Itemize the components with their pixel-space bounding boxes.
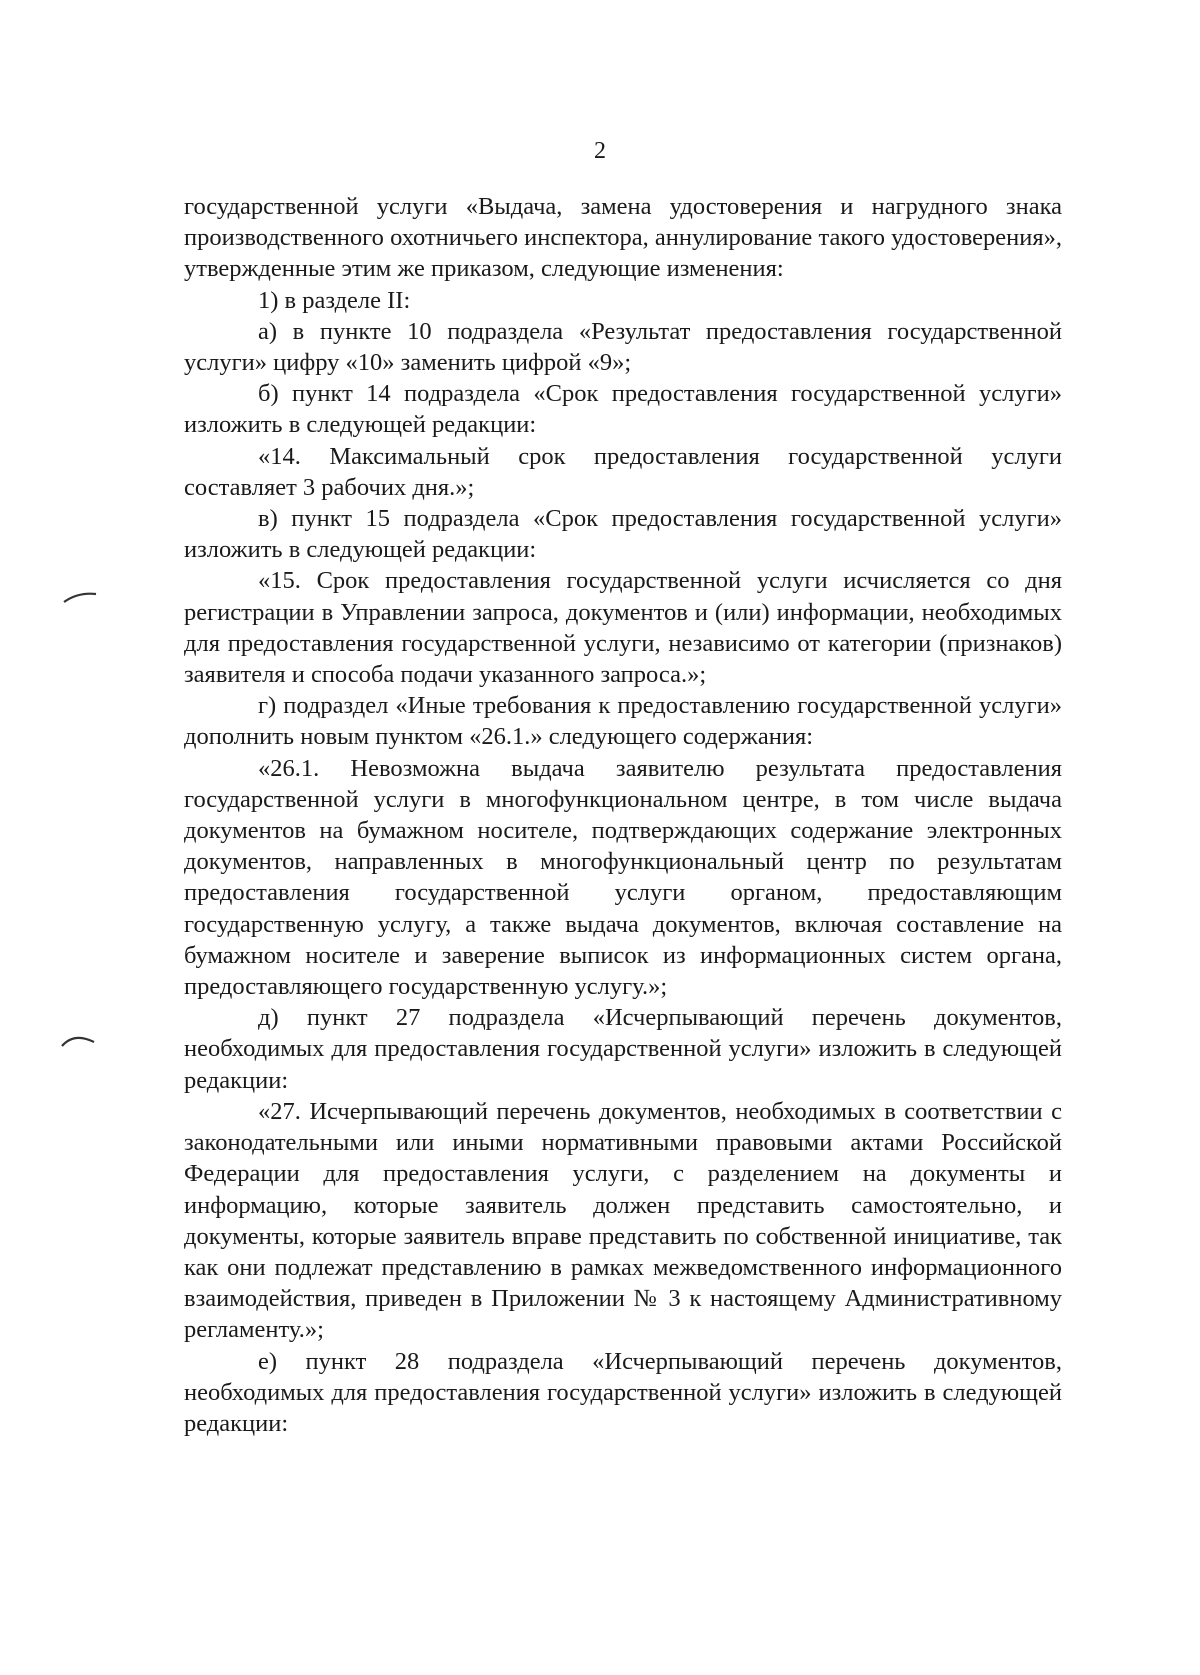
paragraph: «26.1. Невозможна выдача заявителю результата предоставления государственной услуги в многофункциональном центре, в том числе выдача документов на бумажном носителе, подтверждающих содержание электронных документов, направленных в многофункциональный центр по результатам предоставления государственной услуги органом, предоставляющим государственную услугу, а также выдача документов, включая составление на бумажном носителе и заверение выписок из информационных систем органа, предоставляющего государственную услугу.»;	[184, 754, 1062, 1001]
paragraph: г) подраздел «Иные требования к предоставлению государственной услуги» дополнить новым пунктом «26.1.» следующего содержания:	[184, 692, 1062, 751]
paragraph: б) пункт 14 подраздела «Срок предоставления государственной услуги» изложить в следующей редакции:	[184, 380, 1062, 439]
paragraph: в) пункт 15 подраздела «Срок предоставления государственной услуги» изложить в следующей редакции:	[184, 505, 1062, 564]
paragraph: д) пункт 27 подраздела «Исчерпывающий перечень документов, необходимых для предоставления государственной услуги» изложить в следующей редакции:	[184, 1004, 1062, 1094]
paragraph: «15. Срок предоставления государственной услуги исчисляется со дня регистрации в Управлении запроса, документов и (или) информации, необходимых для предоставления государственной услуги, независимо от категории (признаков) заявителя и способа подачи указанного запроса.»;	[184, 567, 1062, 689]
paragraph: е) пункт 28 подраздела «Исчерпывающий перечень документов, необходимых для предоставления государственной услуги» изложить в следующей редакции:	[184, 1347, 1062, 1437]
punch-hole-mark	[62, 588, 100, 608]
paragraph: «27. Исчерпывающий перечень документов, необходимых в соответствии с законодательными или иными нормативными правовыми актами Российской Федерации для предоставления услуги, с разделением на документы и информацию, которые заявитель должен представить самостоятельно, и документы, которые заявитель вправе представить по собственной инициативе, так как они подлежат представлению в рамках межведомственного информационного взаимодействия, приведен в Приложении № 3 к настоящему Административному регламенту.»;	[184, 1097, 1062, 1344]
paragraph: 1) в разделе II:	[258, 286, 411, 314]
page-number: 2	[594, 138, 606, 164]
paragraph: «14. Максимальный срок предоставления государственной услуги составляет 3 рабочих дня.»;	[184, 442, 1062, 501]
document-body	[184, 191, 1062, 1439]
punch-hole-mark	[60, 1030, 98, 1050]
paragraph: а) в пункте 10 подраздела «Результат предоставления государственной услуги» цифру «10» заменить цифрой «9»;	[184, 317, 1062, 377]
paragraph: государственной услуги «Выдача, замена удостоверения и нагрудного знака производственного охотничьего инспектора, аннулирование такого удостоверения», утвержденные этим же приказом, следующие изменения:	[184, 193, 1062, 283]
